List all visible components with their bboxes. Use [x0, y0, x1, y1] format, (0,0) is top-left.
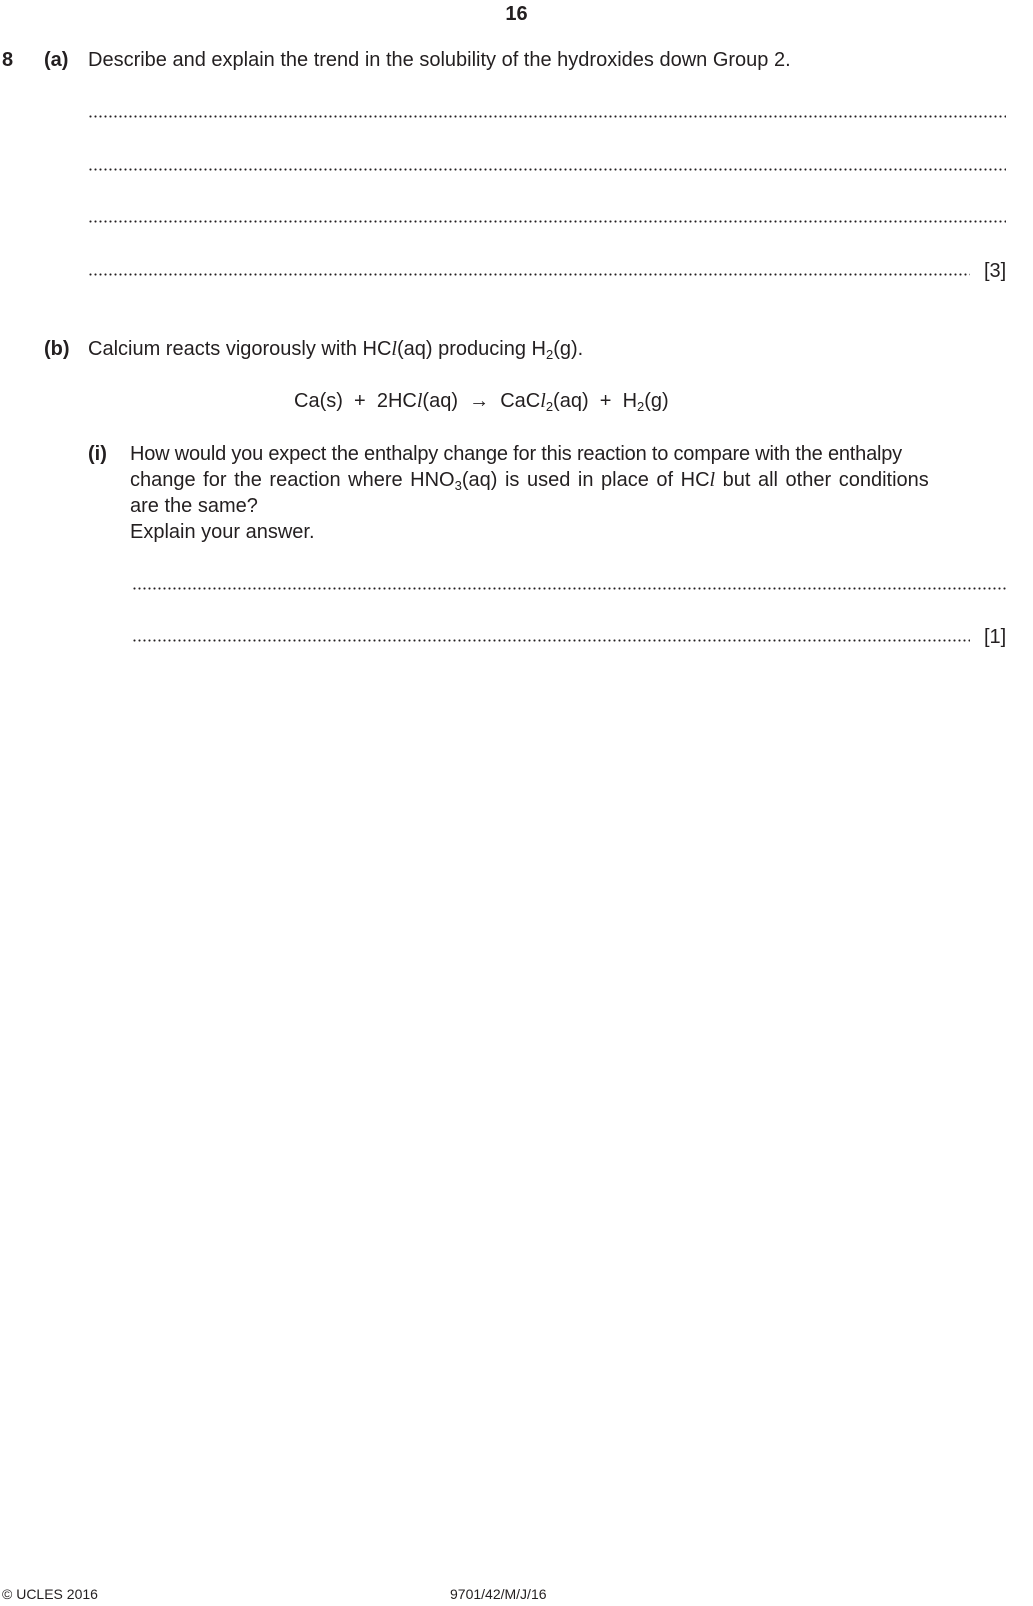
- reaction-arrow: →: [469, 390, 490, 412]
- part-a-text: Describe and explain the trend in the solubility of the hydroxides down Group 2.: [88, 49, 791, 71]
- answer-line[interactable]: [88, 115, 1006, 118]
- answer-line[interactable]: [88, 273, 970, 276]
- part-b-label: (b): [44, 338, 70, 360]
- copyright: © UCLES 2016: [2, 1586, 98, 1602]
- question-number: 8: [2, 49, 14, 71]
- marks-i: [1]: [984, 626, 1007, 648]
- part-i-line2: change for the reaction where $HNO_3(aq)$ is used in place of HCl but all other conditions: [130, 469, 929, 493]
- paper-code: 9701/42/M/J/16: [450, 1586, 547, 1602]
- part-a-label: (a): [44, 49, 69, 71]
- part-i-label: (i): [88, 443, 107, 465]
- part-i-line3: are the same?: [130, 495, 258, 517]
- answer-line[interactable]: [132, 639, 970, 642]
- part-b-intro: Calcium reacts vigorously with HCl(aq) producing $H_2(g)$.: [88, 338, 584, 362]
- answer-line[interactable]: [132, 587, 1006, 590]
- answer-line[interactable]: [88, 168, 1006, 171]
- marks-a: [3]: [984, 260, 1007, 282]
- part-i-line4: Explain your answer.: [130, 521, 315, 543]
- part-i-line1: How would you expect the enthalpy change for this reaction to compare with the enthalpy: [130, 443, 902, 465]
- chemical-equation: Ca(s) + 2HCl(aq) → CaCl$_2$(aq) + $H_2(g)$: [294, 390, 669, 414]
- answer-line[interactable]: [88, 220, 1006, 223]
- page-number: 16: [505, 3, 528, 25]
